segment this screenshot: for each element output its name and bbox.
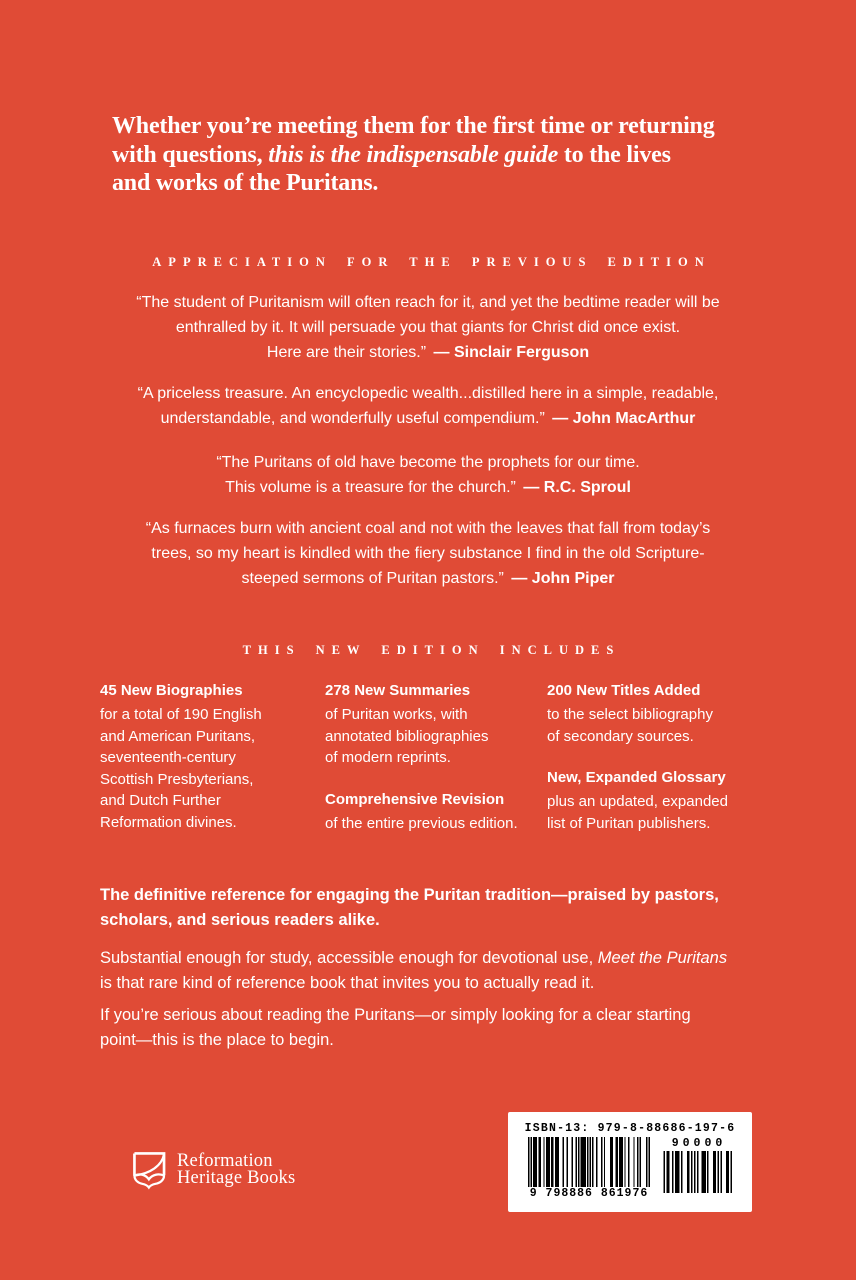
feature-new-summaries bbox=[325, 680, 529, 769]
feature-body: to the select bibliography of secondary sources. bbox=[547, 706, 713, 745]
feature-new-titles bbox=[547, 680, 738, 747]
quote-attribution: — R.C. Sproul bbox=[523, 479, 631, 496]
feature-column-3 bbox=[547, 680, 756, 854]
feature-title: Comprehensive Revision bbox=[325, 790, 505, 808]
barcode-box bbox=[508, 1112, 752, 1212]
quote-john-piper bbox=[0, 516, 856, 591]
quote-text: “The student of Puritanism will often reach for it, and yet the bedtime reader will be bbox=[136, 294, 720, 311]
feature-column-2 bbox=[325, 680, 547, 854]
barcode-addon bbox=[662, 1137, 732, 1193]
feature-new-biographies bbox=[100, 680, 307, 833]
publisher-name-line1: Reformation bbox=[177, 1151, 273, 1171]
open-book-icon bbox=[130, 1150, 167, 1191]
closing-paragraph-2-line2: is that rare kind of reference book that invites you to actually read it. bbox=[100, 974, 595, 992]
quote-text: steeped sermons of Puritan pastors.” bbox=[241, 570, 504, 587]
isbn-label: ISBN-13: 979-8-88686-197-6 bbox=[524, 1122, 736, 1135]
quote-sinclair-ferguson bbox=[0, 290, 856, 365]
publisher-logo bbox=[130, 1150, 295, 1191]
section-heading-appreciation: APPRECIATION FOR THE PREVIOUS EDITION bbox=[152, 255, 711, 269]
barcode-main bbox=[528, 1137, 650, 1200]
barcode-bars bbox=[508, 1137, 752, 1200]
quote-text: enthralled by it. It will persuade you that giants for Christ did once exist. bbox=[175, 319, 681, 336]
barcode-addon-digits: 90000 bbox=[671, 1137, 727, 1150]
quote-text: “The Puritans of old have become the prophets for our time. bbox=[216, 454, 640, 471]
feature-column-1 bbox=[100, 680, 325, 854]
quote-john-macarthur bbox=[0, 381, 856, 431]
publisher-name-line2: Heritage Books bbox=[177, 1167, 296, 1188]
headline-line3: and works of the Puritans. bbox=[112, 170, 379, 196]
feature-expanded-glossary bbox=[547, 767, 738, 834]
quote-text: trees, so my heart is kindled with the fiery substance I find in the old Scripture- bbox=[151, 545, 705, 562]
quote-attribution: — Sinclair Ferguson bbox=[433, 344, 590, 361]
feature-title: 200 New Titles Added bbox=[547, 682, 701, 699]
closing-paragraph-3: If you’re serious about reading the Puritans—or simply looking for a clear starting point—this is the place to begin. bbox=[100, 1006, 691, 1049]
closing-paragraph-2-pre: Substantial enough for study, accessible enough for devotional use, bbox=[100, 949, 598, 967]
barcode-number: 9 798886 861976 bbox=[529, 1187, 649, 1200]
feature-comprehensive-revision bbox=[325, 789, 529, 835]
book-title-italic: Meet the Puritans bbox=[597, 949, 728, 967]
quote-attribution: — John MacArthur bbox=[552, 410, 696, 427]
quote-text: “A priceless treasure. An encyclopedic wealth...distilled here in a simple, readable, bbox=[137, 385, 719, 402]
quote-text: Here are their stories.” bbox=[266, 344, 427, 361]
feature-body: of the entire previous edition. bbox=[325, 814, 518, 832]
headline bbox=[112, 112, 715, 198]
feature-body: of Puritan works, with annotated bibliographies of modern reprints. bbox=[325, 706, 489, 766]
publisher-name bbox=[177, 1150, 295, 1186]
barcode-main-bars bbox=[528, 1137, 650, 1187]
features-grid bbox=[100, 680, 756, 854]
headline-line1: Whether you’re meeting them for the first time or returning bbox=[112, 113, 715, 139]
headline-line2-pre: with questions, bbox=[112, 141, 269, 168]
feature-title: 45 New Biographies bbox=[100, 682, 243, 699]
quote-text: “As furnaces burn with ancient coal and not with the leaves that fall from today’s bbox=[145, 520, 711, 537]
closing-paragraph-1: The definitive reference for engaging the Puritan tradition—praised by pastors, scholars, and serious readers alike. bbox=[100, 886, 719, 929]
quote-attribution: — John Piper bbox=[511, 570, 615, 587]
quote-rc-sproul bbox=[0, 450, 856, 500]
feature-body: plus an updated, expanded list of Puritan publishers. bbox=[547, 793, 728, 832]
closing-paragraph-2 bbox=[100, 946, 770, 996]
quote-text: This volume is a treasure for the church.” bbox=[225, 479, 516, 496]
section-heading-new-edition: THIS NEW EDITION INCLUDES bbox=[242, 643, 621, 657]
quote-text: understandable, and wonderfully useful compendium.” bbox=[160, 410, 545, 427]
feature-title: New, Expanded Glossary bbox=[547, 769, 726, 786]
headline-italic: this is the indispensable guide bbox=[268, 141, 559, 168]
barcode-addon-bars bbox=[662, 1151, 732, 1193]
feature-title: 278 New Summaries bbox=[325, 682, 471, 699]
headline-line2-post: to the lives bbox=[558, 141, 671, 168]
feature-body: for a total of 190 English and American Puritans, seventeenth-century Scottish Presbyterians, and Dutch Further Reformation divines. bbox=[100, 706, 262, 831]
